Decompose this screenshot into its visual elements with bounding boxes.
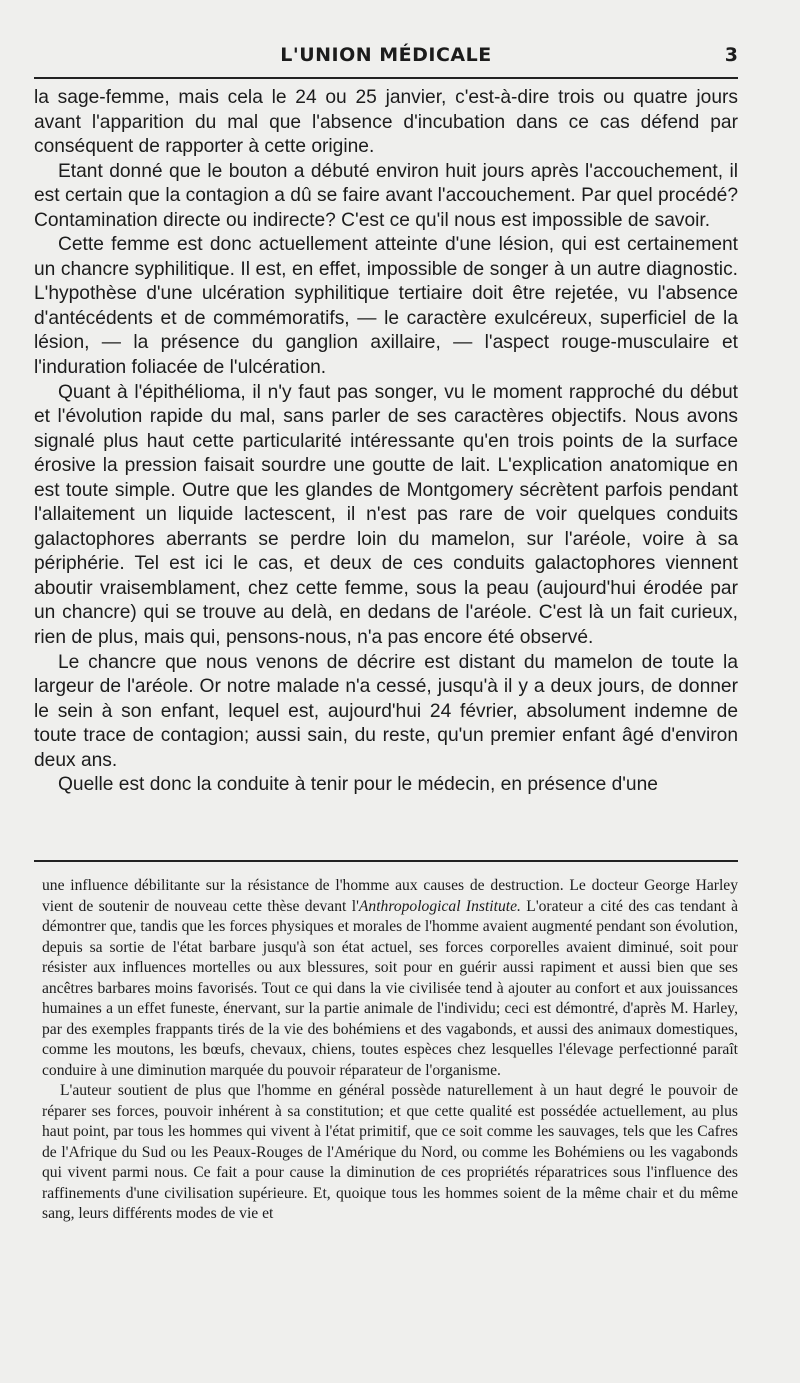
paragraph: la sage-femme, mais cela le 24 ou 25 janvier, c'est-à-dire trois ou quatre jours avant l'apparition du mal que l'absence d'incubation dans ce cas défend par conséquent de rapporter à cette origine.: [34, 87, 738, 158]
footnote-text: L'orateur a cité des cas tendant à démontrer que, tandis que les forces physiques et morales de l'homme avaient augmenté pendant son évolution, depuis sa sortie de l'état barbare jusqu'à son état actuel, ses forces corporelles avaient diminué, soit pour résister aux influences mortelles ou aux blessures, soit pour en guérir aussi rapiment et aussi bien que ses ancêtres barbares moins favorisés. Tout ce qui dans la vie civilisée tend à ajouter au confort et aux jouissances humaines a un effet funeste, énervant, sur la partie animale de l'individu; ceci est démontré, d'après M. Harley, par des exemples frappants tirés de la vie des bohémiens et des vagabonds, et aussi des animaux domestiques, comme les moutons, les bœufs, chevaux, chiens, toutes espèces chez lesquelles l'élevage perfectionné paraît conduire à une diminution marquée du pouvoir réparateur de l'organisme.: [42, 897, 739, 1079]
paragraph: Le chancre que nous venons de décrire est distant du mamelon de toute la largeur de l'aréole. Or notre malade n'a cessé, jusqu'à il y a deux jours, de donner le sein à son enfant, lequel est, aujourd'hui 24 février, absolument indemne de toute trace de contagion; aussi sain, du reste, qu'un premier enfant âgé d'environ deux ans.: [34, 651, 738, 771]
footnote-rule: [34, 860, 738, 862]
header-rule: [34, 77, 738, 79]
paragraph: Etant donné que le bouton a débuté environ huit jours après l'accouchement, il est certain que la contagion a dû se faire avant l'accouchement. Par quel procédé? Contamination directe ou indirecte? C'est ce qu'il nous est impossible de savoir.: [34, 160, 738, 231]
running-title: L'UNION MÉDICALE: [280, 44, 492, 66]
footnote-text: une influence débilitante sur la résistance de l'homme aux causes de destruction. Le docteur George Harley vient de soutenir de nouveau cette thèse devant l': [42, 877, 738, 915]
footnote: [42, 876, 738, 1225]
paragraph: Cette femme est donc actuellement atteinte d'une lésion, qui est certainement un chancre syphilitique. Il est, en effet, impossible de songer à un autre diagnostic. L'hypothèse d'une ulcération syphilitique tertiaire doit être rejetée, vu l'absence d'antécédents et de commémoratifs, — le caractère exulcéreux, superficiel de la lésion, — la présence du ganglion axillaire, — l'aspect rouge-musculaire et l'induration foliacée de l'ulcération.: [34, 234, 738, 379]
page-number: 3: [724, 44, 738, 66]
footnote-paragraph: L'auteur soutient de plus que l'homme en général possède naturellement à un haut degré le pouvoir de réparer ses forces, pouvoir inhérent à sa constitution; et que cette qualité est possédée actuellement, au plus haut point, par tous les hommes qui vivent à l'état primitif, que ce soit comme les sauvages, tels que les Cafres de l'Afrique du Sud ou les Peaux-Rouges de l'Amérique du Nord, ou comme les Bohémiens ou les vagabonds qui vivent parmi nous. Ce fait a pour cause la diminution de ces propriétés réparatrices sous l'influence des raffinements d'une civilisation supérieure. Et, quoique tous les hommes soient de la même chair et du même sang, leurs différents modes de vie et: [42, 1082, 738, 1222]
footnote-italic-title: Anthropological Institute.: [358, 897, 521, 915]
main-text: [34, 86, 738, 798]
paragraph: Quant à l'épithélioma, il n'y faut pas songer, vu le moment rapproché du début et l'évolution rapide du mal, sans parler de ses caractères objectifs. Nous avons signalé plus haut cette particularité intéressante qu'en trois points de la surface érosive la pression faisait sourdre une goutte de lait. L'explication anatomique en est toute simple. Outre que les glandes de Montgomery sécrètent parfois pendant l'allaitement un liquide lactescent, il n'est pas rare de voir quelques conduits galactophores aberrants se perdre loin du mamelon, sur l'aréole, voire à sa périphérie. Tel est ici le cas, et deux de ces conduits galactophores viennent aboutir vraisemblament, chez cette femme, sous la peau (aujourd'hui érodée par un chancre) qui se trouve au delà, en dedans de l'aréole. C'est là un fait curieux, rien de plus, mais qui, pensons-nous, n'a pas encore été observé.: [34, 381, 738, 649]
page-header: [34, 44, 738, 72]
paragraph: Quelle est donc la conduite à tenir pour le médecin, en présence d'une: [58, 774, 658, 796]
footnote-paragraph: [42, 876, 738, 1081]
